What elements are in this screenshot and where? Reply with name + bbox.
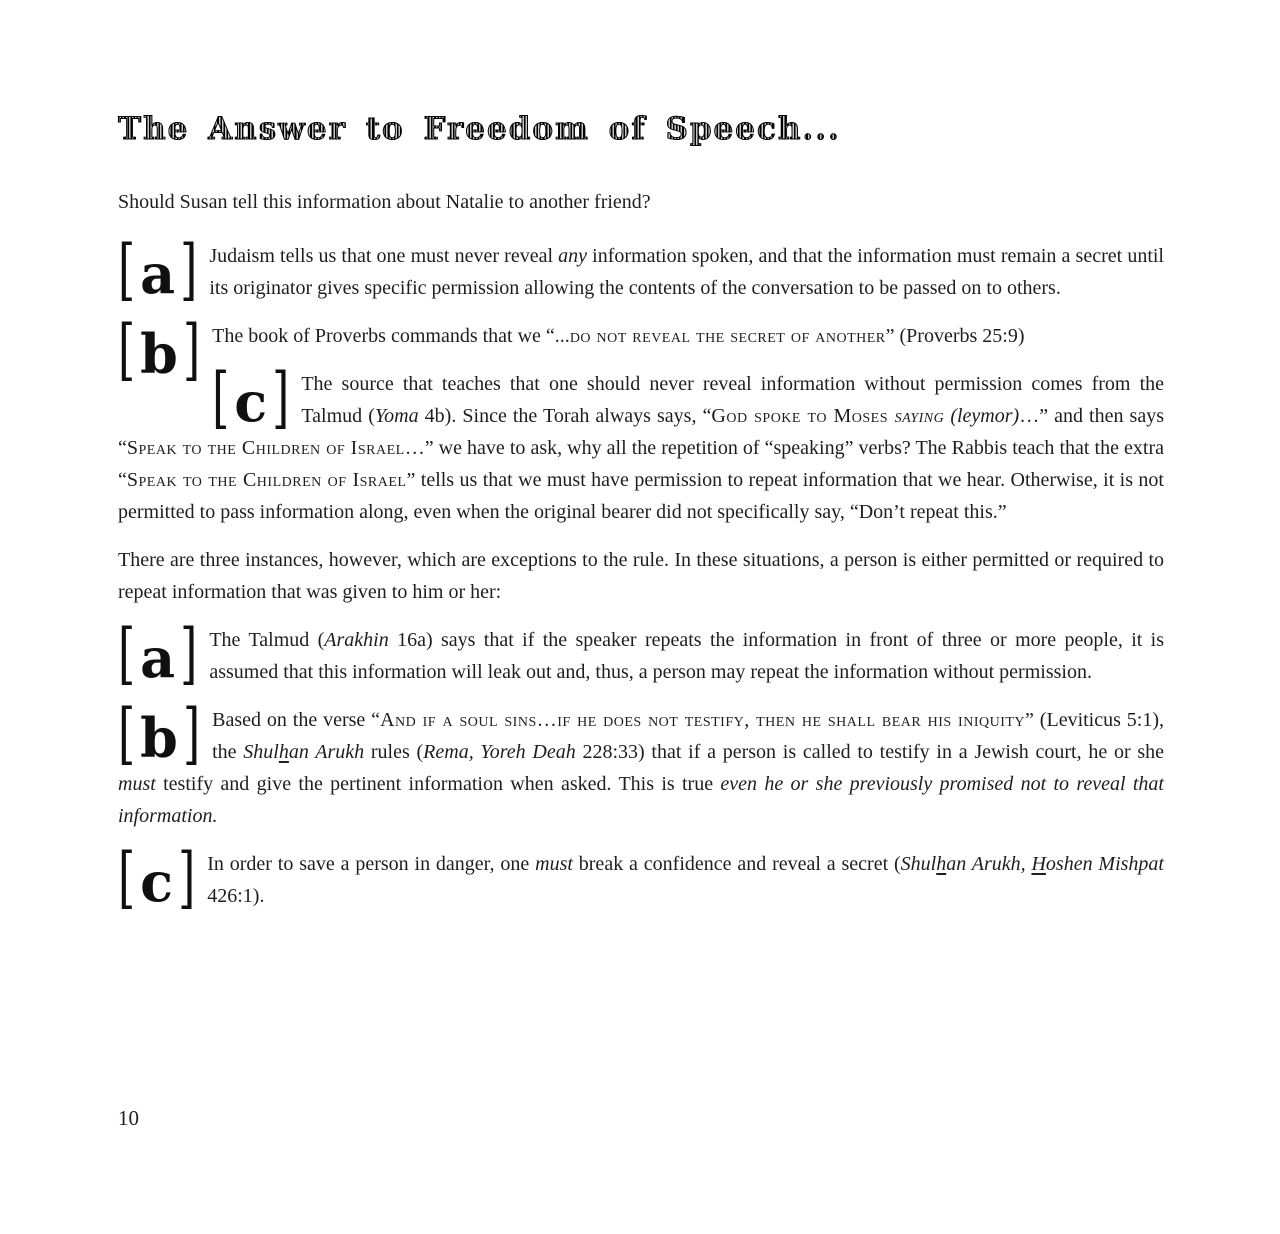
text-run: Speak to the Children of Israel: [126, 468, 407, 491]
left-bracket: [: [118, 231, 136, 309]
page-content: [118, 112, 1164, 928]
right-bracket: ]: [272, 359, 290, 437]
marker-letter: c: [140, 849, 174, 914]
left-bracket: [: [118, 615, 136, 693]
bracket-marker-c: [212, 359, 290, 437]
bracket-marker-a: [118, 231, 198, 309]
text-run: 16a) says that if the speaker repeats the information in front of three or more people, it is assumed that this information will leak out and, thus, a person may repeat the information without permission.: [209, 628, 1165, 683]
marker-letter: a: [140, 241, 176, 306]
right-bracket: ]: [182, 311, 201, 389]
text-run: do not reveal the secret of another: [569, 324, 886, 347]
text-run: an Arukh: [288, 740, 365, 763]
marker-letter: a: [140, 625, 176, 690]
text-run: h: [278, 740, 289, 763]
right-bracket: ]: [180, 231, 198, 309]
text-run: (leymor): [950, 404, 1020, 427]
text-run: And if a soul sins…if he does not testify, then he shall bear his iniquity: [380, 708, 1026, 731]
paragraph-a: [118, 231, 1164, 309]
marker-letter: c: [234, 369, 268, 434]
text-run: Shul: [900, 852, 937, 875]
marker-letter: b: [140, 705, 178, 770]
bracket-marker-b: [118, 695, 201, 773]
marker-letter: b: [140, 321, 178, 386]
text-run: 4b). Since the Torah always says, “: [418, 404, 712, 427]
paragraph-a: [118, 615, 1165, 693]
text-run: an Arukh,: [946, 852, 1026, 875]
left-bracket: [: [118, 839, 136, 917]
text-run: rules (: [364, 740, 424, 763]
paragraph: [118, 544, 1164, 608]
intro-question: Should Susan tell this information about Natalie to another friend?: [118, 190, 651, 213]
paragraph-c: [118, 839, 1164, 917]
bracket-marker-b: [118, 311, 201, 389]
text-run: must: [118, 772, 156, 795]
text-run: Yoma: [374, 404, 419, 427]
text-run: ” tells us that we must have permission to repeat information that we hear. Otherwise, it is not permitted to pass information along, even when the original bearer did not specifically say, “Don’t repeat this.”: [118, 468, 1164, 523]
text-run: There are three instances, however, which are exceptions to the rule. In these situations, a person is either permitted or required to repeat information that was given to him or her:: [118, 548, 1164, 603]
text-run: …” we have to ask, why all the repetition of “speaking” verbs? The Rabbis teach that the extra “: [118, 436, 1164, 491]
text-run: ” (Leviticus 5:1), the: [212, 708, 1165, 763]
paragraph-b: [118, 311, 1164, 389]
text-run: testify and give the pertinent information when asked. This is true: [155, 772, 721, 795]
text-run: oshen Mishpat: [1045, 852, 1164, 875]
bracket-marker-c: [118, 839, 196, 917]
right-bracket: ]: [178, 839, 196, 917]
right-bracket: ]: [182, 695, 201, 773]
text-run: saying: [894, 404, 945, 427]
text-run: The source that teaches that one should never reveal information without permission comes from the Talmud (: [301, 372, 1164, 427]
text-run: even he or she previously promised not to reveal that information.: [118, 772, 1164, 827]
text-run: h: [936, 852, 947, 875]
text-run: Based on the verse “: [212, 708, 381, 731]
text-run: The book of Proverbs commands that we “...: [212, 324, 570, 347]
text-run: any: [558, 244, 588, 267]
page-title: The Answer to Freedom of Speech...: [118, 112, 1164, 148]
paragraph-c: [118, 359, 1164, 528]
right-bracket: ]: [180, 615, 198, 693]
paragraph-b: [118, 695, 1165, 832]
document-body: [118, 231, 1165, 917]
text-run: information spoken, and that the information must remain a secret until its originator gives specific permission allowing the contents of the conversation to be passed on to others.: [209, 244, 1164, 299]
left-bracket: [: [118, 695, 136, 773]
text-run: Rema, Yoreh Deah: [423, 740, 576, 763]
text-run: H: [1031, 852, 1046, 875]
left-bracket: [: [118, 311, 136, 389]
text-run: Shul: [243, 740, 279, 763]
text-run: Judaism tells us that one must never reveal: [209, 244, 559, 267]
bracket-marker-a: [118, 615, 198, 693]
text-run: break a confidence and reveal a secret (: [572, 852, 901, 875]
left-bracket: [: [212, 359, 230, 437]
text-run: Speak to the Children of Israel: [126, 436, 405, 459]
text-run: God spoke to Moses: [711, 404, 895, 427]
text-run: must: [535, 852, 573, 875]
text-run: 426:1).: [207, 884, 265, 907]
page-number: 10: [118, 1106, 139, 1130]
text-run: In order to save a person in danger, one: [207, 852, 536, 875]
text-run: ” (Proverbs 25:9): [885, 324, 1025, 347]
text-run: Arakhin: [324, 628, 389, 651]
text-run: 228:33) that if a person is called to testify in a Jewish court, he or she: [575, 740, 1165, 763]
text-run: …” and then says “: [118, 404, 1164, 459]
text-run: The Talmud (: [209, 628, 325, 651]
